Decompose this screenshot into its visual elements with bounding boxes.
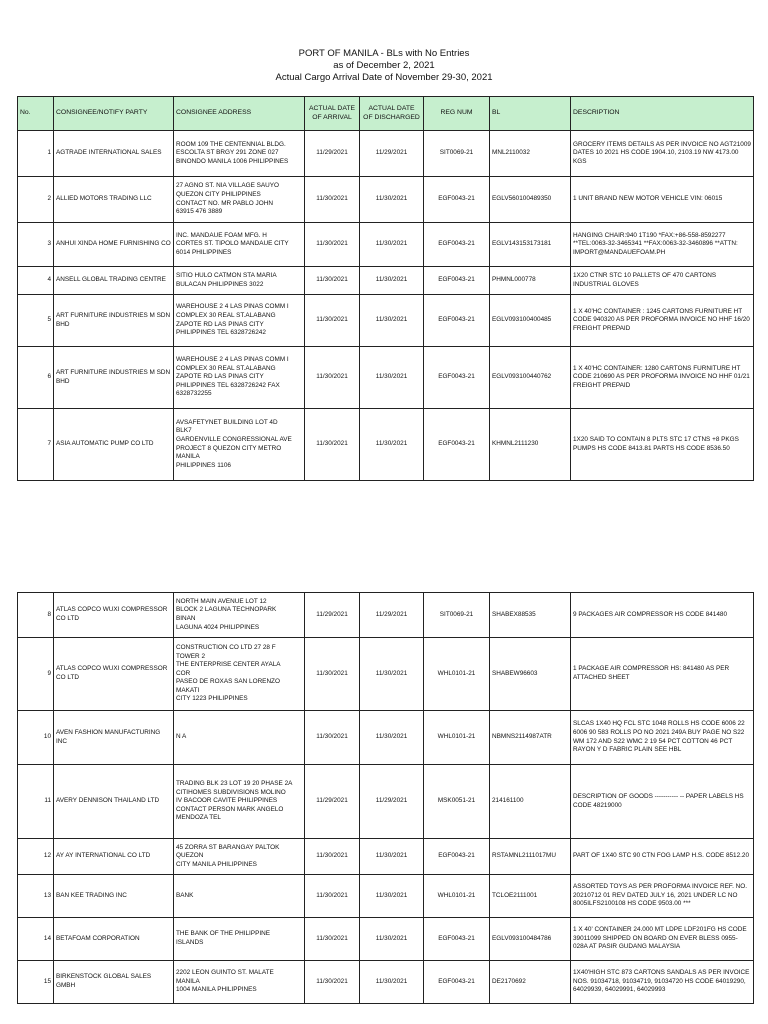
cell-discharged: 11/30/2021 (360, 177, 424, 223)
cell-no: 9 (18, 638, 54, 711)
table-row (18, 711, 754, 765)
cell-discharged: 11/30/2021 (360, 875, 424, 918)
cell-arrival: 11/29/2021 (305, 131, 360, 177)
cell-no: 8 (18, 593, 54, 638)
cell-no: 2 (18, 177, 54, 223)
cell-party: ASIA AUTOMATIC PUMP CO LTD (54, 409, 174, 481)
cell-regnum: WHL0101-21 (424, 638, 490, 711)
cell-description: 1X20 SAID TO CONTAIN 8 PLTS STC 17 CTNS +8 PKGS PUMPS HS CODE 8413.81 PARTS HS CODE 8536.50 (571, 409, 754, 481)
cell-address: 45 ZORRA ST BARANGAY PALTOK QUEZON CITY MANILA PHILIPPINES (174, 839, 305, 875)
cell-description: 1 X 40' CONTAINER 24.000 MT LDPE LDF201FG HS CODE 39011099 SHIPPED ON BOARD ON EVER BLESS 0955-028A AT PASIR GUDANG MALAYSIA (571, 918, 754, 961)
cell-party: ANHUI XINDA HOME FURNISHING CO (54, 223, 174, 267)
cell-party: AGTRADE INTERNATIONAL SALES (54, 131, 174, 177)
cell-bl: MNL2110032 (490, 131, 571, 177)
cell-bl: EGLV093100400485 (490, 295, 571, 347)
cell-description: ASSORTED TOYS AS PER PROFORMA INVOICE REF. NO. 20210712 01 REV DATED JULY 16, 2021 UNDER LC NO 8005ILFS2100108 HS CODE 9503.00 *** (571, 875, 754, 918)
cell-regnum: EGF0043-21 (424, 409, 490, 481)
cell-address: ROOM 109 THE CENTENNIAL BLDG. ESCOLTA ST BRGY 291 ZONE 027 BINONDO MANILA 1006 PHILIPPINES (174, 131, 305, 177)
cell-address: BANK (174, 875, 305, 918)
cell-no: 4 (18, 267, 54, 295)
cell-regnum: SIT0069-21 (424, 593, 490, 638)
cell-bl: EGLV093100440762 (490, 347, 571, 409)
cell-party: ART FURNITURE INDUSTRIES M SDN BHD (54, 295, 174, 347)
cell-discharged: 11/30/2021 (360, 347, 424, 409)
col-header-arrival: ACTUAL DATE OF ARRIVAL (305, 97, 360, 131)
table-row (18, 409, 754, 481)
cell-description: 1 X 40'HC CONTAINER: 1280 CARTONS FURNITURE HT CODE 210690 AS PER PROFORMA INVOICE NO HHF 01/21 FREIGHT PREPAID (571, 347, 754, 409)
cell-description: 1X20 CTNR STC 10 PALLETS OF 470 CARTONS INDUSTRIAL GLOVES (571, 267, 754, 295)
cell-address: AVSAFETYNET BUILDING LOT 4D BLK7 GARDENVILLE CONGRESSIONAL AVE PROJECT 8 QUEZON CITY METRO MANILA PHILIPPINES 1106 (174, 409, 305, 481)
cell-discharged: 11/30/2021 (360, 409, 424, 481)
cell-regnum: EGF0043-21 (424, 839, 490, 875)
cell-description: 1 X 40'HC CONTAINER : 1245 CARTONS FURNITURE HT CODE 940320 AS PER PROFORMA INVOICE NO HHF 16/20 FREIGHT PREPAID (571, 295, 754, 347)
cell-regnum: SIT0069-21 (424, 131, 490, 177)
cell-regnum: EGF0043-21 (424, 177, 490, 223)
cell-bl: 214161100 (490, 765, 571, 839)
cell-no: 1 (18, 131, 54, 177)
cell-address: INC. MANDAUE FOAM MFG. H CORTES ST. TIPOLO MANDAUE CITY 6014 PHILIPPINES (174, 223, 305, 267)
cell-party: BETAFOAM CORPORATION (54, 918, 174, 961)
cell-discharged: 11/30/2021 (360, 961, 424, 1004)
cell-arrival: 11/30/2021 (305, 177, 360, 223)
cell-discharged: 11/29/2021 (360, 593, 424, 638)
header-row (18, 97, 754, 131)
cell-regnum: MSK0051-21 (424, 765, 490, 839)
cell-address: N A (174, 711, 305, 765)
cell-no: 15 (18, 961, 54, 1004)
cell-bl: EGLV560100489350 (490, 177, 571, 223)
cell-party: ATLAS COPCO WUXI COMPRESSOR CO LTD (54, 593, 174, 638)
cell-bl: DE2170692 (490, 961, 571, 1004)
cell-bl: KHMNL2111230 (490, 409, 571, 481)
col-header-address: CONSIGNEE ADDRESS (174, 97, 305, 131)
cell-description: HANGING CHAIR:940 1T190 *FAX:+86-558-8592277 **TEL:0063-32-3465341 **FAX:0063-32-3460896 **ATTN: IMPORT@MANDAUEFOAM.PH (571, 223, 754, 267)
col-header-description: DESCRIPTION (571, 97, 754, 131)
cell-party: ATLAS COPCO WUXI COMPRESSOR CO LTD (54, 638, 174, 711)
cell-regnum: EGF0043-21 (424, 223, 490, 267)
table-row (18, 177, 754, 223)
cell-description: 1X40'HIGH STC 873 CARTONS SANDALS AS PER INVOICE NOS. 91034718, 91034719, 91034720 HS CODE 64019290, 64029939, 64029991, 64029993 (571, 961, 754, 1004)
cell-discharged: 11/30/2021 (360, 638, 424, 711)
cell-no: 5 (18, 295, 54, 347)
cell-no: 12 (18, 839, 54, 875)
report-as-of-date: as of December 2, 2021 (333, 60, 435, 71)
cell-discharged: 11/29/2021 (360, 765, 424, 839)
report-arrival-range: Actual Cargo Arrival Date of November 29-30, 2021 (275, 72, 493, 83)
cell-address: WAREHOUSE 2 4 LAS PINAS COMM I COMPLEX 30 REAL ST.ALABANG ZAPOTE RD LAS PINAS CITY PHILIPPINES TEL 6328726242 FAX 6328732255 (174, 347, 305, 409)
cell-address: SITIO HULO CATMON STA MARIA BULACAN PHILIPPINES 3022 (174, 267, 305, 295)
cell-regnum: WHL0101-21 (424, 711, 490, 765)
table-row (18, 267, 754, 295)
cell-arrival: 11/29/2021 (305, 593, 360, 638)
table-row (18, 875, 754, 918)
cell-arrival: 11/30/2021 (305, 223, 360, 267)
table-row (18, 347, 754, 409)
cell-arrival: 11/30/2021 (305, 409, 360, 481)
cell-arrival: 11/30/2021 (305, 347, 360, 409)
cell-address: 27 AGNO ST. NIA VILLAGE SAUYO QUEZON CITY PHILIPPINES CONTACT NO. MR PABLO JOHN 63915 476 3889 (174, 177, 305, 223)
cell-bl: SHABEX88535 (490, 593, 571, 638)
cell-regnum: EGF0043-21 (424, 918, 490, 961)
cell-no: 3 (18, 223, 54, 267)
cell-party: AY AY INTERNATIONAL CO LTD (54, 839, 174, 875)
table-row (18, 593, 754, 638)
cell-discharged: 11/30/2021 (360, 267, 424, 295)
cell-description: 9 PACKAGES AIR COMPRESSOR HS CODE 841480 (571, 593, 754, 638)
cell-arrival: 11/29/2021 (305, 765, 360, 839)
cell-address: CONSTRUCTION CO LTD 27 28 F TOWER 2 THE ENTERPRISE CENTER AYALA COR PASEO DE ROXAS SAN LORENZO MAKATI CITY 1223 PHILIPPINES (174, 638, 305, 711)
col-header-no: No. (18, 97, 54, 131)
cell-no: 10 (18, 711, 54, 765)
cell-address: THE BANK OF THE PHILIPPINE ISLANDS (174, 918, 305, 961)
cell-description: GROCERY ITEMS DETAILS AS PER INVOICE NO AGT21009 DATES 10 2021 HS CODE 1904.10, 2103.19 NW 4173.00 KGS (571, 131, 754, 177)
cell-discharged: 11/30/2021 (360, 711, 424, 765)
cell-discharged: 11/30/2021 (360, 295, 424, 347)
cell-discharged: 11/30/2021 (360, 223, 424, 267)
cell-address: 2202 LEON GUINTO ST. MALATE MANILA 1004 MANILA PHILIPPINES (174, 961, 305, 1004)
entries-table-bottom (17, 592, 754, 1004)
cell-description: PART OF 1X40 STC 90 CTN FOG LAMP H.S. CODE 8512.20 (571, 839, 754, 875)
cell-regnum: EGF0043-21 (424, 267, 490, 295)
cell-arrival: 11/30/2021 (305, 295, 360, 347)
cell-arrival: 11/30/2021 (305, 875, 360, 918)
cell-no: 6 (18, 347, 54, 409)
col-header-discharged: ACTUAL DATE OF DISCHARGED (360, 97, 424, 131)
cell-no: 11 (18, 765, 54, 839)
cell-bl: PHMNL000778 (490, 267, 571, 295)
cell-address: NORTH MAIN AVENUE LOT 12 BLOCK 2 LAGUNA TECHNOPARK BINAN LAGUNA 4024 PHILIPPINES (174, 593, 305, 638)
cell-party: BAN KEE TRADING INC (54, 875, 174, 918)
cell-arrival: 11/30/2021 (305, 918, 360, 961)
cell-no: 14 (18, 918, 54, 961)
table-row (18, 295, 754, 347)
cell-description: DESCRIPTION OF GOODS ----------- -- PAPER LABELS HS CODE 48219000 (571, 765, 754, 839)
report-title: PORT OF MANILA - BLs with No Entries (298, 48, 470, 59)
cell-bl: TCLOE2111001 (490, 875, 571, 918)
cell-party: AVEN FASHION MANUFACTURING INC (54, 711, 174, 765)
cell-regnum: EGF0043-21 (424, 961, 490, 1004)
cell-description: 1 PACKAGE AIR COMPRESSOR HS: 841480 AS PER ATTACHED SHEET (571, 638, 754, 711)
table-row (18, 223, 754, 267)
report-header (0, 48, 768, 84)
cell-regnum: WHL0101-21 (424, 875, 490, 918)
cell-bl: EGLV093100484786 (490, 918, 571, 961)
table-row (18, 131, 754, 177)
cell-arrival: 11/30/2021 (305, 267, 360, 295)
entries-table-top (17, 96, 754, 481)
cell-discharged: 11/29/2021 (360, 131, 424, 177)
cell-arrival: 11/30/2021 (305, 839, 360, 875)
table-row (18, 918, 754, 961)
cell-party: ANSELL GLOBAL TRADING CENTRE (54, 267, 174, 295)
cell-party: ALLIED MOTORS TRADING LLC (54, 177, 174, 223)
table-row (18, 839, 754, 875)
table-row (18, 961, 754, 1004)
table-row (18, 765, 754, 839)
cell-discharged: 11/30/2021 (360, 918, 424, 961)
cell-bl: EGLV143153173181 (490, 223, 571, 267)
table-row (18, 638, 754, 711)
cell-bl: NBMNS2114987ATR (490, 711, 571, 765)
cell-arrival: 11/30/2021 (305, 638, 360, 711)
col-header-regnum: REG NUM (424, 97, 490, 131)
col-header-bl: BL (490, 97, 571, 131)
cell-description: SLCAS 1X40 HQ FCL STC 1048 ROLLS HS CODE 6006 22 6006 90 583 ROLLS PO NO 2021 249A BUY PAGE NO S22 WM 172 AND S22 WMC 2 19 54 PCT COTTON 46 PCT RAYON Y D FABRIC PLAIN SEE HBL (571, 711, 754, 765)
cell-address: TRADING BLK 23 LOT 19 20 PHASE 2A CITIHOMES SUBDIVISIONS MOLINO IV BACOOR CAVITE PHILIPPINES CONTACT PERSON MARK ANGELO MENDOZA TEL (174, 765, 305, 839)
cell-bl: SHABEW96603 (490, 638, 571, 711)
cell-regnum: EGF0043-21 (424, 295, 490, 347)
cell-description: 1 UNIT BRAND NEW MOTOR VEHICLE VIN: 06015 (571, 177, 754, 223)
cell-discharged: 11/30/2021 (360, 839, 424, 875)
cell-party: BIRKENSTOCK GLOBAL SALES GMBH (54, 961, 174, 1004)
cell-regnum: EGF0043-21 (424, 347, 490, 409)
col-header-party: CONSIGNEE/NOTIFY PARTY (54, 97, 174, 131)
cell-no: 7 (18, 409, 54, 481)
cell-party: AVERY DENNISON THAILAND LTD (54, 765, 174, 839)
cell-arrival: 11/30/2021 (305, 961, 360, 1004)
cell-bl: RSTAMNL2111017MU (490, 839, 571, 875)
cell-address: WAREHOUSE 2 4 LAS PINAS COMM I COMPLEX 30 REAL ST.ALABANG ZAPOTE RD LAS PINAS CITY PHILIPPINES TEL 6328726242 (174, 295, 305, 347)
cell-party: ART FURNITURE INDUSTRIES M SDN BHD (54, 347, 174, 409)
cell-arrival: 11/30/2021 (305, 711, 360, 765)
cell-no: 13 (18, 875, 54, 918)
